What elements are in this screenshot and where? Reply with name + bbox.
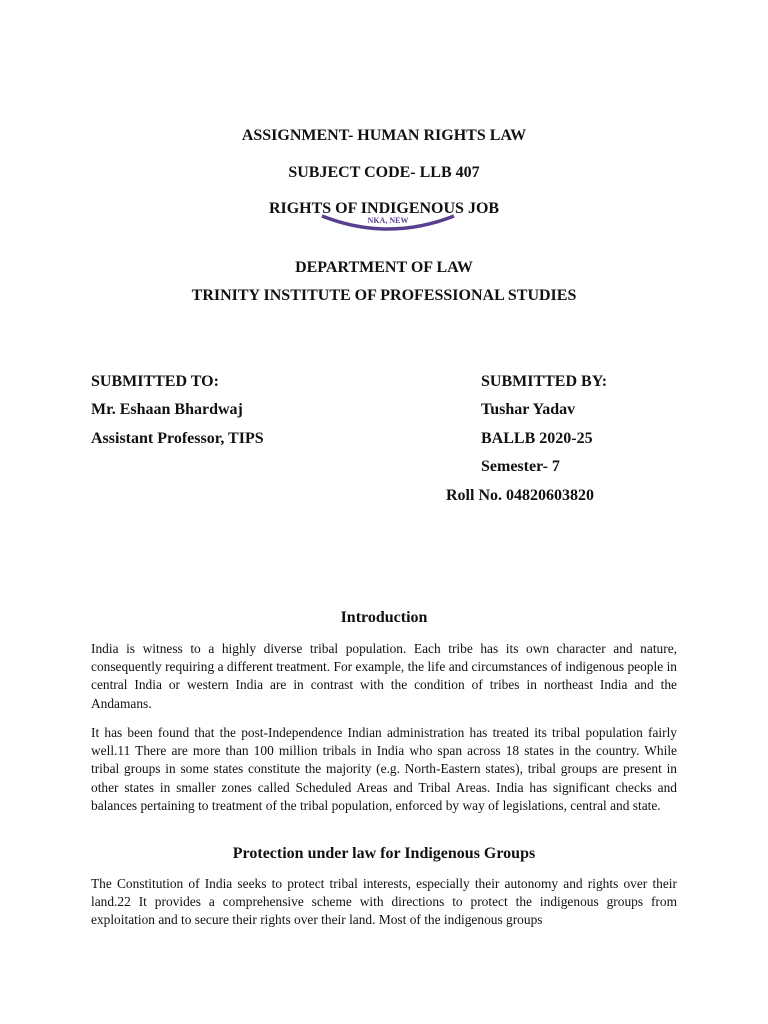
assignment-topic: RIGHTS OF INDIGENOUS JOB xyxy=(268,200,500,217)
submitted-by-label: SUBMITTED BY: xyxy=(481,373,608,390)
subject-code: SUBJECT CODE- LLB 407 xyxy=(288,164,480,181)
introduction-paragraph-1: India is witness to a highly diverse tribal population. Each tribe has its own character and nature, consequently requiring a different treatment. For example, the life and circumstances of indigenous people in central India or western India are in contrast with the condition of tribes in northeast India and the Andamans. xyxy=(91,641,677,711)
department-name: DEPARTMENT OF LAW xyxy=(295,259,473,276)
submitted-to-designation: Assistant Professor, TIPS xyxy=(91,430,264,447)
assignment-title: ASSIGNMENT- HUMAN RIGHTS LAW xyxy=(241,127,527,144)
protection-paragraph: The Constitution of India seeks to protect tribal interests, especially their autonomy and rights over their land.22 It provides a comprehensive scheme with directions to protect the indigenous groups from exploitation and to secure their rights over their land. Most of the indigenous groups xyxy=(91,876,677,928)
protection-heading: Protection under law for Indigenous Groups xyxy=(232,845,536,862)
introduction-heading: Introduction xyxy=(340,609,428,626)
submitted-by-course: BALLB 2020-25 xyxy=(481,430,593,447)
introduction-paragraph-2: It has been found that the post-Independence Indian administration has treated its tribal population fairly well.11 There are more than 100 million tribals in India who span across 18 states in the country. While tribal groups in some states constitute the majority (e.g. North-Eastern states), tribal groups are present in other states in smaller zones called Scheduled Areas and Tribal Areas. India has significant checks and balances pertaining to treatment of the tribal population, enforced by way of legislations, central and state. xyxy=(91,725,677,813)
submitted-to-name: Mr. Eshaan Bhardwaj xyxy=(91,401,243,418)
submitted-by-roll-no: Roll No. 04820603820 xyxy=(446,487,594,504)
institute-name: TRINITY INSTITUTE OF PROFESSIONAL STUDIES xyxy=(191,287,577,304)
submitted-by-semester: Semester- 7 xyxy=(481,458,560,475)
submitted-by-name: Tushar Yadav xyxy=(481,401,576,418)
submitted-to-label: SUBMITTED TO: xyxy=(91,373,219,390)
seal-text: NKA, NEW xyxy=(367,216,409,225)
